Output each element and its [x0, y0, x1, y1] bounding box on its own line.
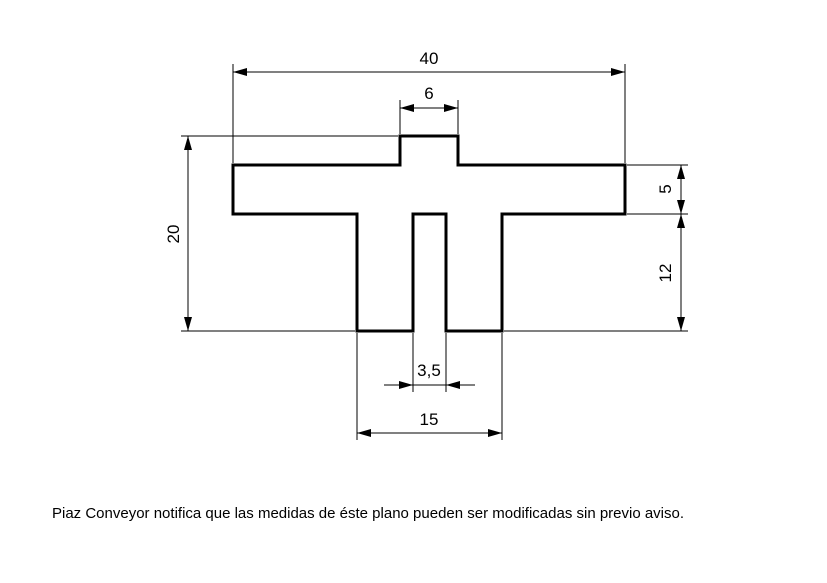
dimension-top-tab-width — [400, 84, 458, 134]
dimension-slot-width-label: 3,5 — [417, 361, 441, 380]
dimension-overall-height-label: 20 — [164, 224, 183, 244]
dimension-stem-height-label: 12 — [656, 263, 675, 283]
dimension-overall-width-label: 40 — [419, 49, 439, 68]
dimension-top-tab-width-label: 6 — [424, 84, 434, 103]
dimension-stem-width-label: 15 — [419, 410, 439, 429]
footer-notice: Piaz Conveyor notifica que las medidas de éste plano pueden ser modificadas sin previo aviso. — [52, 505, 685, 522]
dimension-overall-width — [233, 49, 625, 163]
dimension-stem-height — [504, 214, 688, 331]
dimension-flange-thickness-label: 5 — [656, 184, 675, 194]
dimension-slot-width — [384, 333, 475, 392]
t-profile-outline — [233, 136, 625, 331]
dimension-stem-width — [357, 333, 502, 440]
dimension-flange-thickness — [627, 165, 688, 214]
